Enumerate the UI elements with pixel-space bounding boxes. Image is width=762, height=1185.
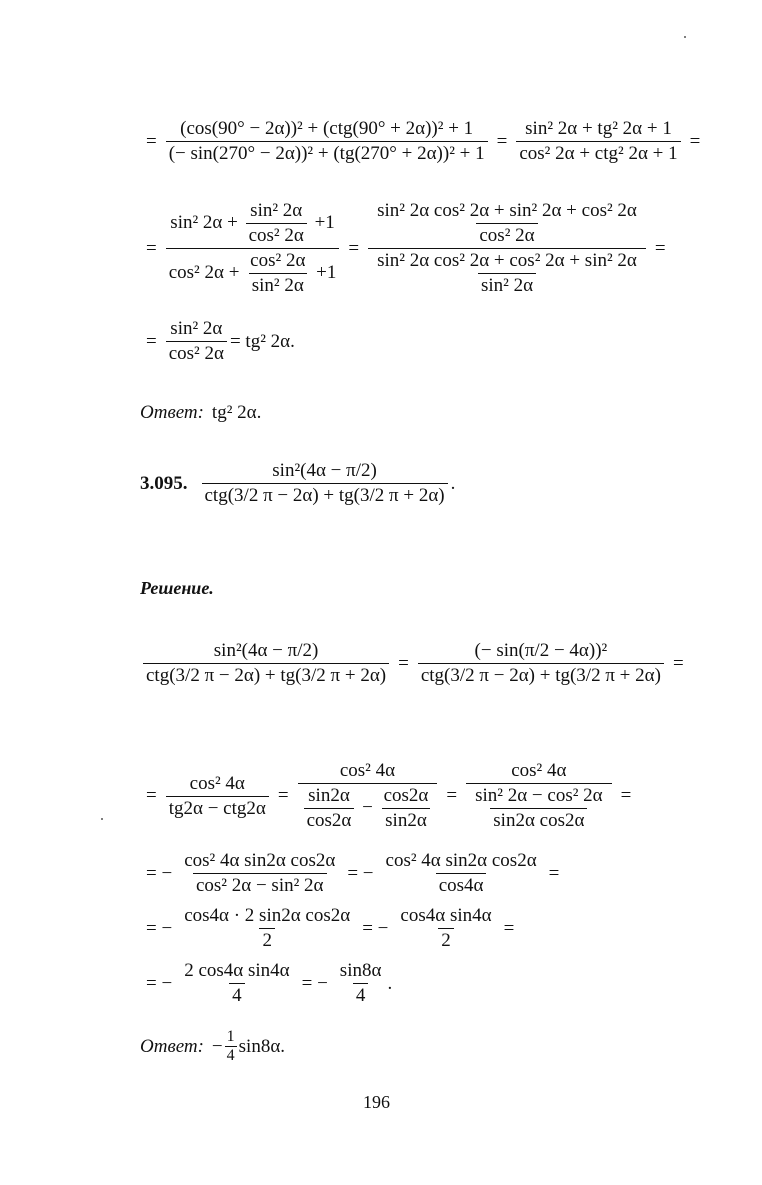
fraction-2b-denominator: $\frac{\text{sin² 2α cos² 2α + cos² 2α + sin² 2α}}{\text{sin² 2α}}$ [368,248,646,297]
scan-speck [101,818,103,820]
fraction-2b [368,200,646,297]
s2-c: $\frac{\text{cos² 4α}}{\frac{\text{sin² 2α − cos² 2α}}{\text{sin2α cos2α}}}$ [466,760,612,832]
equation-line-2: = sin² 2α + $\frac{\text{sin² 2α}}{\text{cos² 2α}}$ +1 cos² 2α + $\frac{\text{cos² 2α}}{\text{sin² 2α}}$ +1 = $\frac{\frac{\text{sin² 2α cos² 2α + sin² 2α + cos² 2α}}{\text{cos² 2α}}}{\frac{\text{sin² 2α cos² 2α + cos² 2α + sin² 2α}}{\text{sin² 2α}}}$ = [146,200,666,296]
solution-step-4: = − $\frac{\text{cos4α · 2 sin2α cos2α}}{2}$ = − $\frac{\text{cos4α sin4α}}{2}$ = [146,905,515,951]
fraction-1a-denominator: (− sin(270° − 2α))² + (tg(270° + 2α))² + 1 [166,141,488,165]
fraction-2a-denominator: cos² 2α + $\frac{\text{cos² 2α}}{\text{sin² 2α}}$ +1 [166,248,340,297]
fraction-2a-numerator: sin² 2α + $\frac{\text{sin² 2α}}{\text{cos² 2α}}$ +1 [170,200,335,246]
answer-label: Ответ: [140,402,204,423]
fraction-1a [166,118,488,165]
problem-denominator: ctg(3/2 π − 2α) + tg(3/2 π + 2α) [202,483,448,507]
problem-fraction [202,460,448,507]
equation-line-1: = (cos(90° − 2α))² + (ctg(90° + 2α))² + 1 (− sin(270° − 2α))² + (tg(270° + 2α))² + 1 = sin² 2α + tg² 2α + 1 cos² 2α + ctg² 2α + 1 = [146,118,701,164]
solution-step-5: = − $\frac{\text{2 cos4α sin4α}}{4}$ = − $\frac{\sin 8\alpha}{4}$ . [146,960,393,1006]
fraction-2a [166,200,340,297]
answer-2: Ответ: − $\frac{1}{4}$ sin8α. [140,1028,286,1064]
s1-left: sin²(4α − π/2) ctg(3/2 π − 2α) + tg(3/2 π + 2α) [143,640,389,687]
s1-right: (− sin(π/2 − 4α))² ctg(3/2 π − 2α) + tg(3/2 π + 2α) [418,640,664,687]
answer-label: Ответ: [140,1035,204,1057]
scan-speck [684,36,686,38]
answer-1 [140,402,261,424]
fraction-3a: $\frac{\text{sin² 2α}}{\text{cos² 2α}}$ [166,318,227,365]
solution-step-2: = cos² 4α tg2α − ctg2α = cos² 4α $\frac{\sin 2\alpha}{\cos 2\alpha}$ − $\frac{\cos 2\alpha}{\sin 2\alpha}$ = $\frac{\text{cos² 4α}}{\frac{\text{sin² 2α − cos² 2α}}{\text{sin2α cos2α}}}$ = [146,760,632,831]
result-tg2: = tg² 2α. [229,330,295,352]
fraction-2b-numerator: $\frac{\text{sin² 2α cos² 2α + sin² 2α + cos² 2α}}{\text{cos² 2α}}$ [377,200,637,246]
solution-label: Решение. [140,578,214,598]
s4-a: $\frac{\text{cos4α · 2 sin2α cos2α}}{2}$ [184,905,351,951]
fraction-1b [516,118,680,165]
s2-b: cos² 4α $\frac{\sin 2\alpha}{\cos 2\alpha}$ − $\frac{\cos 2\alpha}{\sin 2\alpha}$ [298,760,438,832]
equation-line-3: = $\frac{\text{sin² 2α}}{\text{cos² 2α}}$ = tg² 2α. [146,318,295,364]
page-number: 196 [363,1092,390,1112]
problem-3095: 3.095. sin²(4α − π/2) ctg(3/2 π − 2α) + tg(3/2 π + 2α) . [140,460,456,506]
fraction-1b-denominator: cos² 2α + ctg² 2α + 1 [516,141,680,165]
fraction-1a-numerator: (cos(90° − 2α))² + (ctg(90° + 2α))² + 1 [180,118,474,139]
s2-a: cos² 4α tg2α − ctg2α [166,773,269,820]
solution-step-1: sin²(4α − π/2) ctg(3/2 π − 2α) + tg(3/2 π + 2α) = (− sin(π/2 − 4α))² ctg(3/2 π − 2α) + tg(3/2 π + 2α) = [140,640,690,687]
answer-value: tg² 2α. [211,402,262,423]
problem-number: 3.095. [140,472,188,494]
s4-b: $\frac{\text{cos4α sin4α}}{2}$ [400,905,492,951]
answer-fraction: $\frac{1}{4}$ [226,1028,235,1064]
s5-b: $\frac{\sin 8\alpha}{4}$ [339,960,382,1006]
fraction-1b-numerator: sin² 2α + tg² 2α + 1 [525,118,672,139]
s3-b: $\frac{\text{cos² 4α sin2α cos2α}}{\cos 4\alpha}$ [385,850,537,896]
s3-a: $\frac{\text{cos² 4α sin2α cos2α}}{\text{cos² 2α − sin² 2α}}$ [184,850,336,896]
problem-numerator: sin²(4α − π/2) [272,460,377,481]
s5-a: $\frac{\text{2 cos4α sin4α}}{4}$ [184,960,290,1006]
solution-step-3: = − $\frac{\text{cos² 4α sin2α cos2α}}{\text{cos² 2α − sin² 2α}}$ = − $\frac{\text{cos² 4α sin2α cos2α}}{\cos 4\alpha}$ = [146,850,560,896]
